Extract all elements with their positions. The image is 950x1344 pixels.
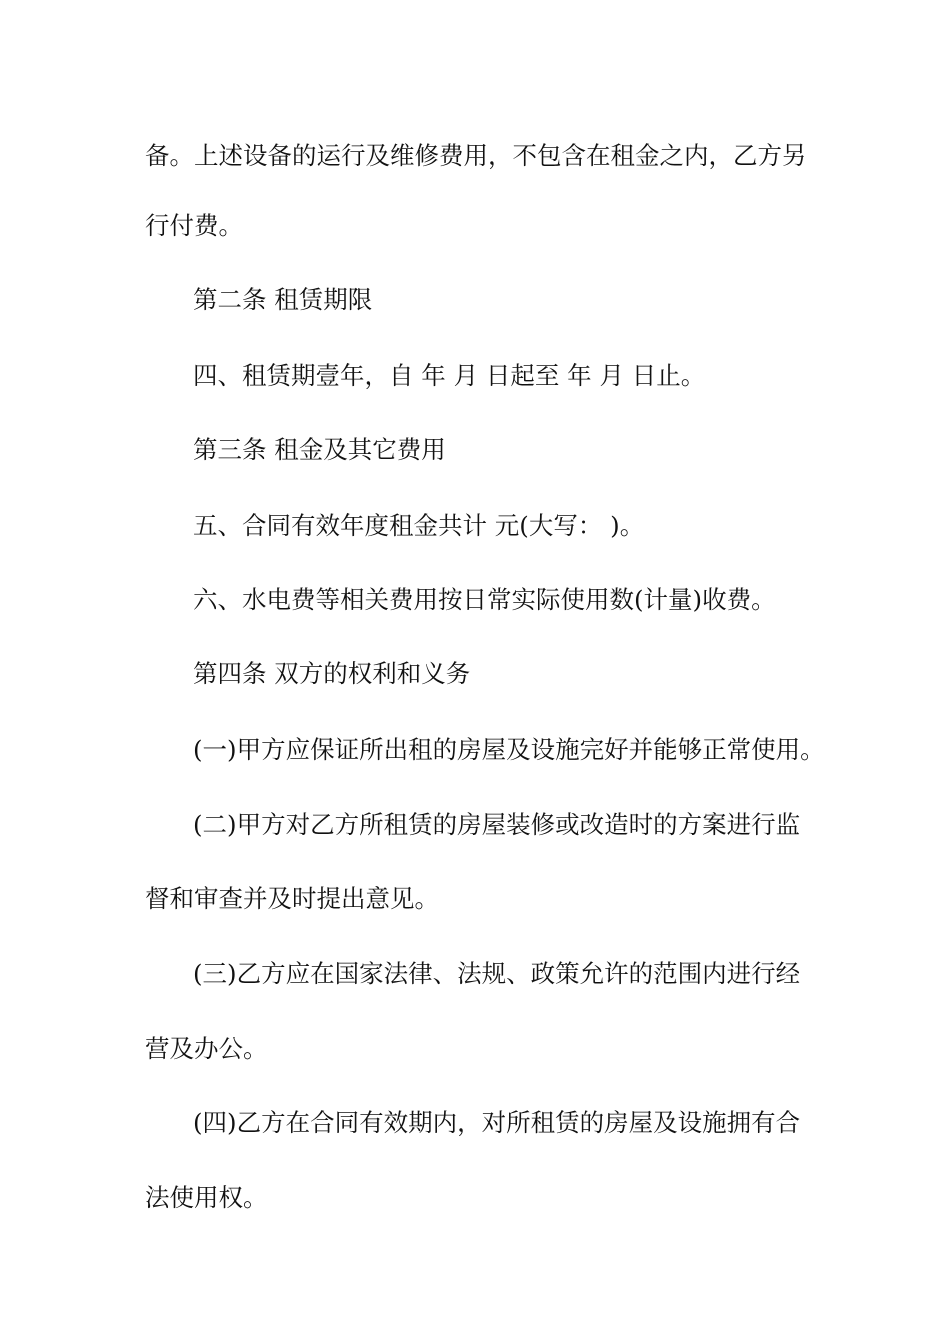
section-heading: 第二条 租赁期限 [193, 285, 373, 314]
paragraph-line: 法使用权。 [145, 1183, 268, 1212]
paragraph-line: 营及办公。 [145, 1034, 268, 1063]
paragraph-line: 四、租赁期壹年，自 年 月 日起至 年 月 日止。 [193, 361, 706, 390]
paragraph-line: 督和审查并及时提出意见。 [145, 884, 439, 913]
paragraph-line: (三)乙方应在国家法律、法规、政策允许的范围内进行经 [193, 959, 801, 988]
paragraph-line: 行付费。 [145, 211, 243, 240]
paragraph-line: (二)甲方对乙方所租赁的房屋装修或改造时的方案进行监 [193, 810, 801, 839]
paragraph-line: (一)甲方应保证所出租的房屋及设施完好并能够正常使用。 [193, 735, 825, 764]
section-heading: 第三条 租金及其它费用 [193, 435, 446, 464]
paragraph-line: 五、合同有效年度租金共计 元(大写： )。 [193, 511, 645, 540]
paragraph-line: (四)乙方在合同有效期内，对所租赁的房屋及设施拥有合 [193, 1108, 801, 1137]
section-heading: 第四条 双方的权利和义务 [193, 659, 471, 688]
paragraph-line: 六、水电费等相关费用按日常实际使用数(计量)收费。 [193, 585, 776, 614]
paragraph-line: 备。上述设备的运行及维修费用，不包含在租金之内，乙方另 [145, 141, 807, 170]
